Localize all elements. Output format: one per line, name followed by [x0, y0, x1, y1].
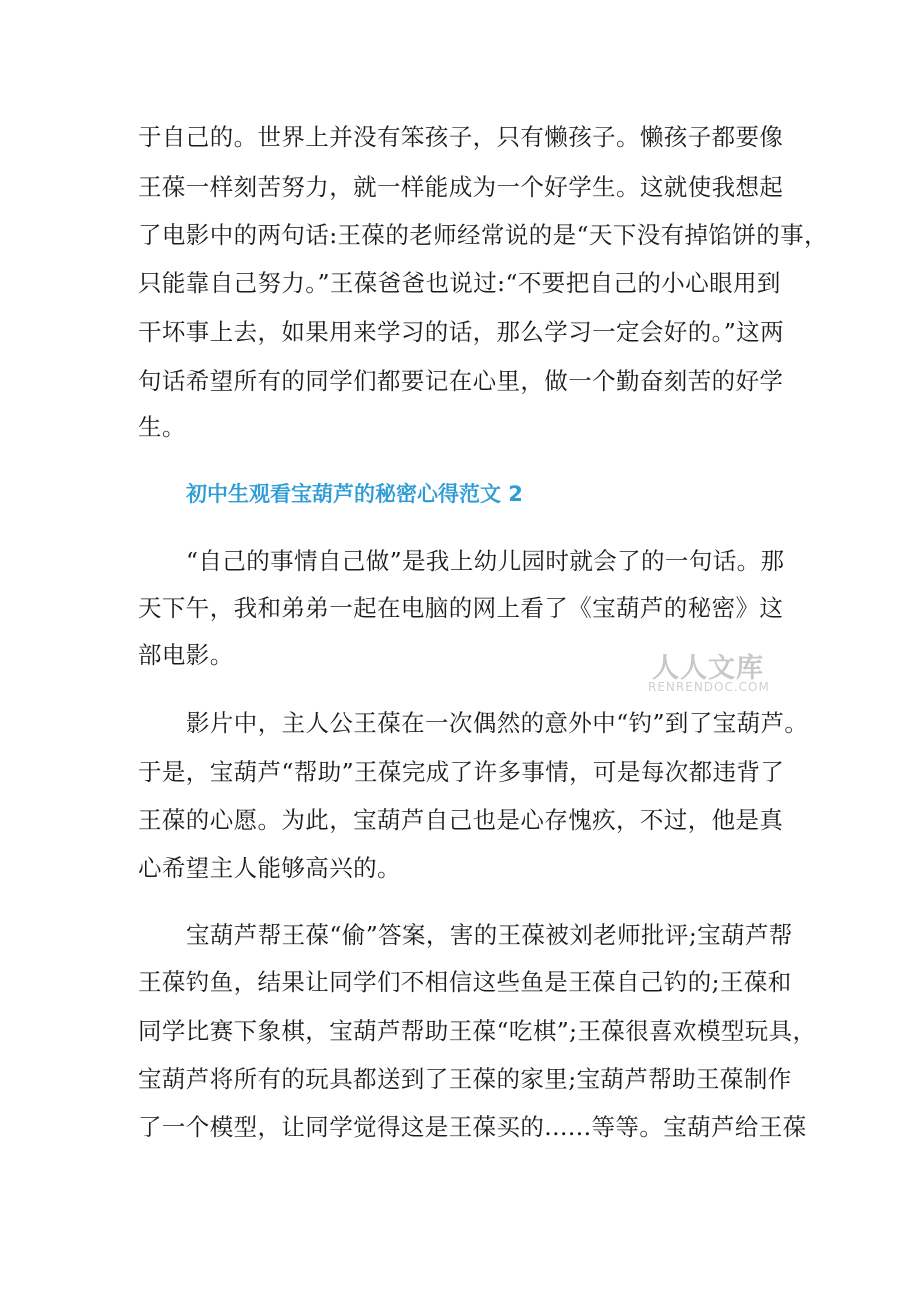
- text-line: 于是，宝葫芦“帮助”王葆完成了许多事情，可是每次都违背了: [138, 758, 785, 786]
- text-line: 宝葫芦将所有的玩具都送到了王葆的家里;宝葫芦帮助王葆制作: [138, 1065, 792, 1093]
- watermark-url: RENRENDOC.COM: [648, 680, 770, 694]
- text-line: 了一个模型，让同学觉得这是王葆买的......等等。宝葫芦给王葆: [138, 1113, 807, 1141]
- section-title: 初中生观看宝葫芦的秘密心得范文 2: [186, 482, 523, 506]
- text-line: “自己的事情自己做”是我上幼儿园时就会了的一句话。那: [186, 547, 785, 575]
- text-line: 宝葫芦帮王葆“偷”答案，害的王葆被刘老师批评;宝葫芦帮: [186, 921, 793, 949]
- text-line: 王葆一样刻苦努力，就一样能成为一个好学生。这就使我想起: [138, 173, 784, 201]
- text-line: 只能靠自己努力。”王葆爸爸也说过:“不要把自己的小心眼用到: [138, 269, 781, 297]
- text-line: 了电影中的两句话:王葆的老师经常说的是“天下没有掉馅饼的事，: [138, 221, 828, 249]
- watermark-text: 人人文库: [652, 653, 764, 684]
- text-line: 于自己的。世界上并没有笨孩子，只有懒孩子。懒孩子都要像: [138, 123, 784, 151]
- text-line: 王葆钓鱼，结果让同学们不相信这些鱼是王葆自己钓的;王葆和: [138, 968, 792, 996]
- text-line: 王葆的心愿。为此，宝葫芦自己也是心存愧疚，不过，他是真: [138, 806, 784, 834]
- text-line: 同学比赛下象棋，宝葫芦帮助王葆“吃棋”;王葆很喜欢模型玩具，: [138, 1017, 817, 1045]
- text-line: 部电影。: [138, 641, 234, 669]
- text-line: 天下午，我和弟弟一起在电脑的网上看了《宝葫芦的秘密》这: [138, 594, 784, 622]
- text-line: 影片中，主人公王葆在一次偶然的意外中“钓”到了宝葫芦。: [186, 709, 809, 737]
- watermark-logo: [648, 646, 778, 724]
- text-line: 句话希望所有的同学们都要记在心里，做一个勤奋刻苦的好学: [138, 367, 784, 395]
- text-line: 心希望主人能够高兴的。: [138, 854, 401, 882]
- text-line: 干坏事上去，如果用来学习的话，那么学习一定会好的。”这两: [138, 318, 784, 346]
- text-line: 生。: [138, 413, 186, 441]
